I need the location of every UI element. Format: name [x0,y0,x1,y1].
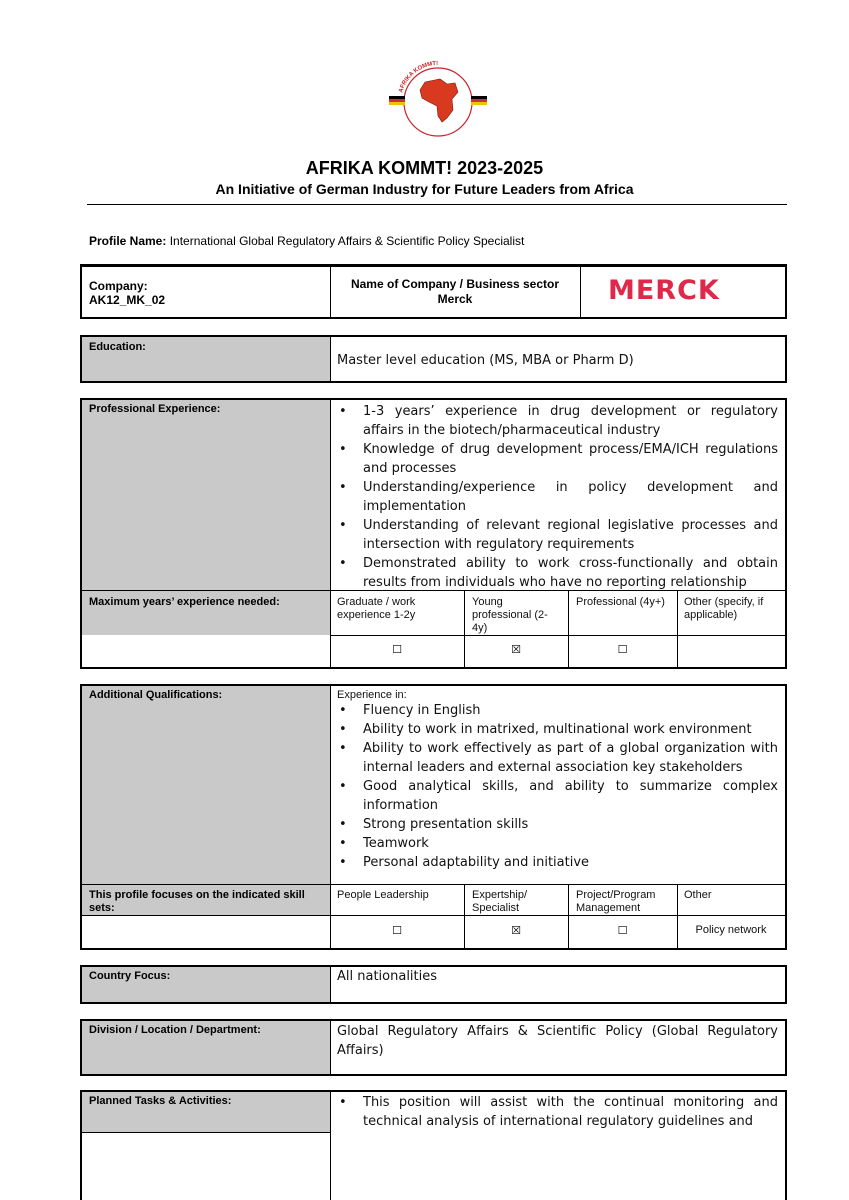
max-years-label: Maximum years’ experience needed: [89,596,280,608]
qualifications-divider [330,686,331,948]
checkbox-young-professional[interactable]: ☒ [511,643,521,656]
skills-col-2 [464,885,465,948]
education-label: Education: [89,341,146,353]
checkbox-professional[interactable]: ☐ [617,643,628,656]
max-years-col-4 [677,591,678,667]
page-title: AFRIKA KOMMT! 2023-2025 [305,158,544,178]
max-years-option-label: Other (specify, if applicable) [684,596,764,621]
tasks-label: Planned Tasks & Activities: [89,1095,232,1107]
skills-mid-border [82,915,785,916]
division-value: Global Regulatory Affairs & Scientific Policy (Global Regulatory Affairs) [337,1024,778,1058]
qualifications-label-cell [82,686,330,884]
logo-ring-title: AFRIKA KOMMT! [398,60,439,94]
division-divider [330,1021,331,1074]
tasks-list [337,1093,778,1131]
list-item: • Understanding of relevant regional legislative processes and intersection with regulatory requirements [337,516,778,554]
company-code: AK12_MK_02 [89,293,166,307]
list-item: • Understanding/experience in policy development and implementation [337,478,778,516]
checkbox-graduate[interactable]: ☐ [392,643,402,656]
list-item: • This position will assist with the continual monitoring and technical analysis of international regulatory guidelines and [337,1093,778,1131]
experience-label: Professional Experience: [89,403,221,415]
experience-label-cell [82,400,330,590]
experience-list [337,402,778,592]
business-sector-label: Name of Company / Business sector [350,277,560,291]
list-item: • Strong presentation skills [337,815,778,834]
education-value: Master level education (MS, MBA or Pharm D) [337,353,634,368]
country-value: All nationalities [337,969,438,984]
max-years-option-label: Young professional (2-4y) [472,596,548,634]
profile-name-label: Profile Name: [89,234,167,248]
skill-other-value: Policy network [695,924,767,936]
education-divider [330,337,331,381]
country-divider [330,967,331,1002]
list-item: • Knowledge of drug development process/EMA/ICH regulations and processes [337,440,778,478]
company-divider-2 [580,266,581,318]
list-item: • 1-3 years’ experience in drug development or regulatory affairs in the biotech/pharmaceutical industry [337,402,778,440]
list-item: • Personal adaptability and initiative [337,853,778,872]
list-item: • Demonstrated ability to work cross-functionally and obtain results from individuals who have no reporting relationship [337,554,778,592]
list-item: • Fluency in English [337,701,778,720]
list-item: • Ability to work effectively as part of a global organization with internal leaders and external association key stakeholders [337,739,778,777]
skills-label: This profile focuses on the indicated skill sets: [89,889,305,914]
list-item: • Good analytical skills, and ability to summarize complex information [337,777,778,815]
profile-name [89,234,524,248]
merck-logo: MERCK [608,275,720,306]
profile-name-value: International Global Regulatory Affairs & Scientific Policy Specialist [169,234,525,248]
max-years-option-label: Professional (4y+) [576,596,665,608]
afrika-kommt-logo [385,52,491,146]
skill-option-label: Expertship/ Specialist [472,889,528,914]
qualifications-label: Additional Qualifications: [89,689,223,701]
skills-col-3 [568,885,569,948]
max-years-option-label: Graduate / work experience 1-2y [337,596,416,621]
list-item: • Teamwork [337,834,778,853]
qualifications-list [337,701,778,872]
skills-col-4 [677,885,678,948]
africa-map-icon [420,79,458,122]
company-table-top-border [80,264,787,267]
tasks-label-bottom [82,1132,330,1133]
experience-divider [330,400,331,667]
checkbox-people-leadership[interactable]: ☐ [392,924,402,937]
country-label: Country Focus: [89,970,171,982]
skill-option-label: Project/Program Management [576,889,656,914]
division-label: Division / Location / Department: [89,1024,261,1036]
company-name: Merck [437,292,473,306]
skill-option-label: Other [684,889,712,901]
page-subtitle: An Initiative of German Industry for Future Leaders from Africa [215,181,634,197]
list-item: • Ability to work in matrixed, multinational work environment [337,720,778,739]
company-label: Company: [89,279,148,293]
max-years-mid-border [330,635,785,636]
checkbox-project-management[interactable]: ☐ [617,924,628,937]
skill-option-label: People Leadership [337,889,429,901]
checkbox-expertship[interactable]: ☒ [511,924,521,937]
title-divider [87,204,787,205]
tasks-divider [330,1092,331,1200]
qualifications-intro: Experience in: [337,689,407,701]
